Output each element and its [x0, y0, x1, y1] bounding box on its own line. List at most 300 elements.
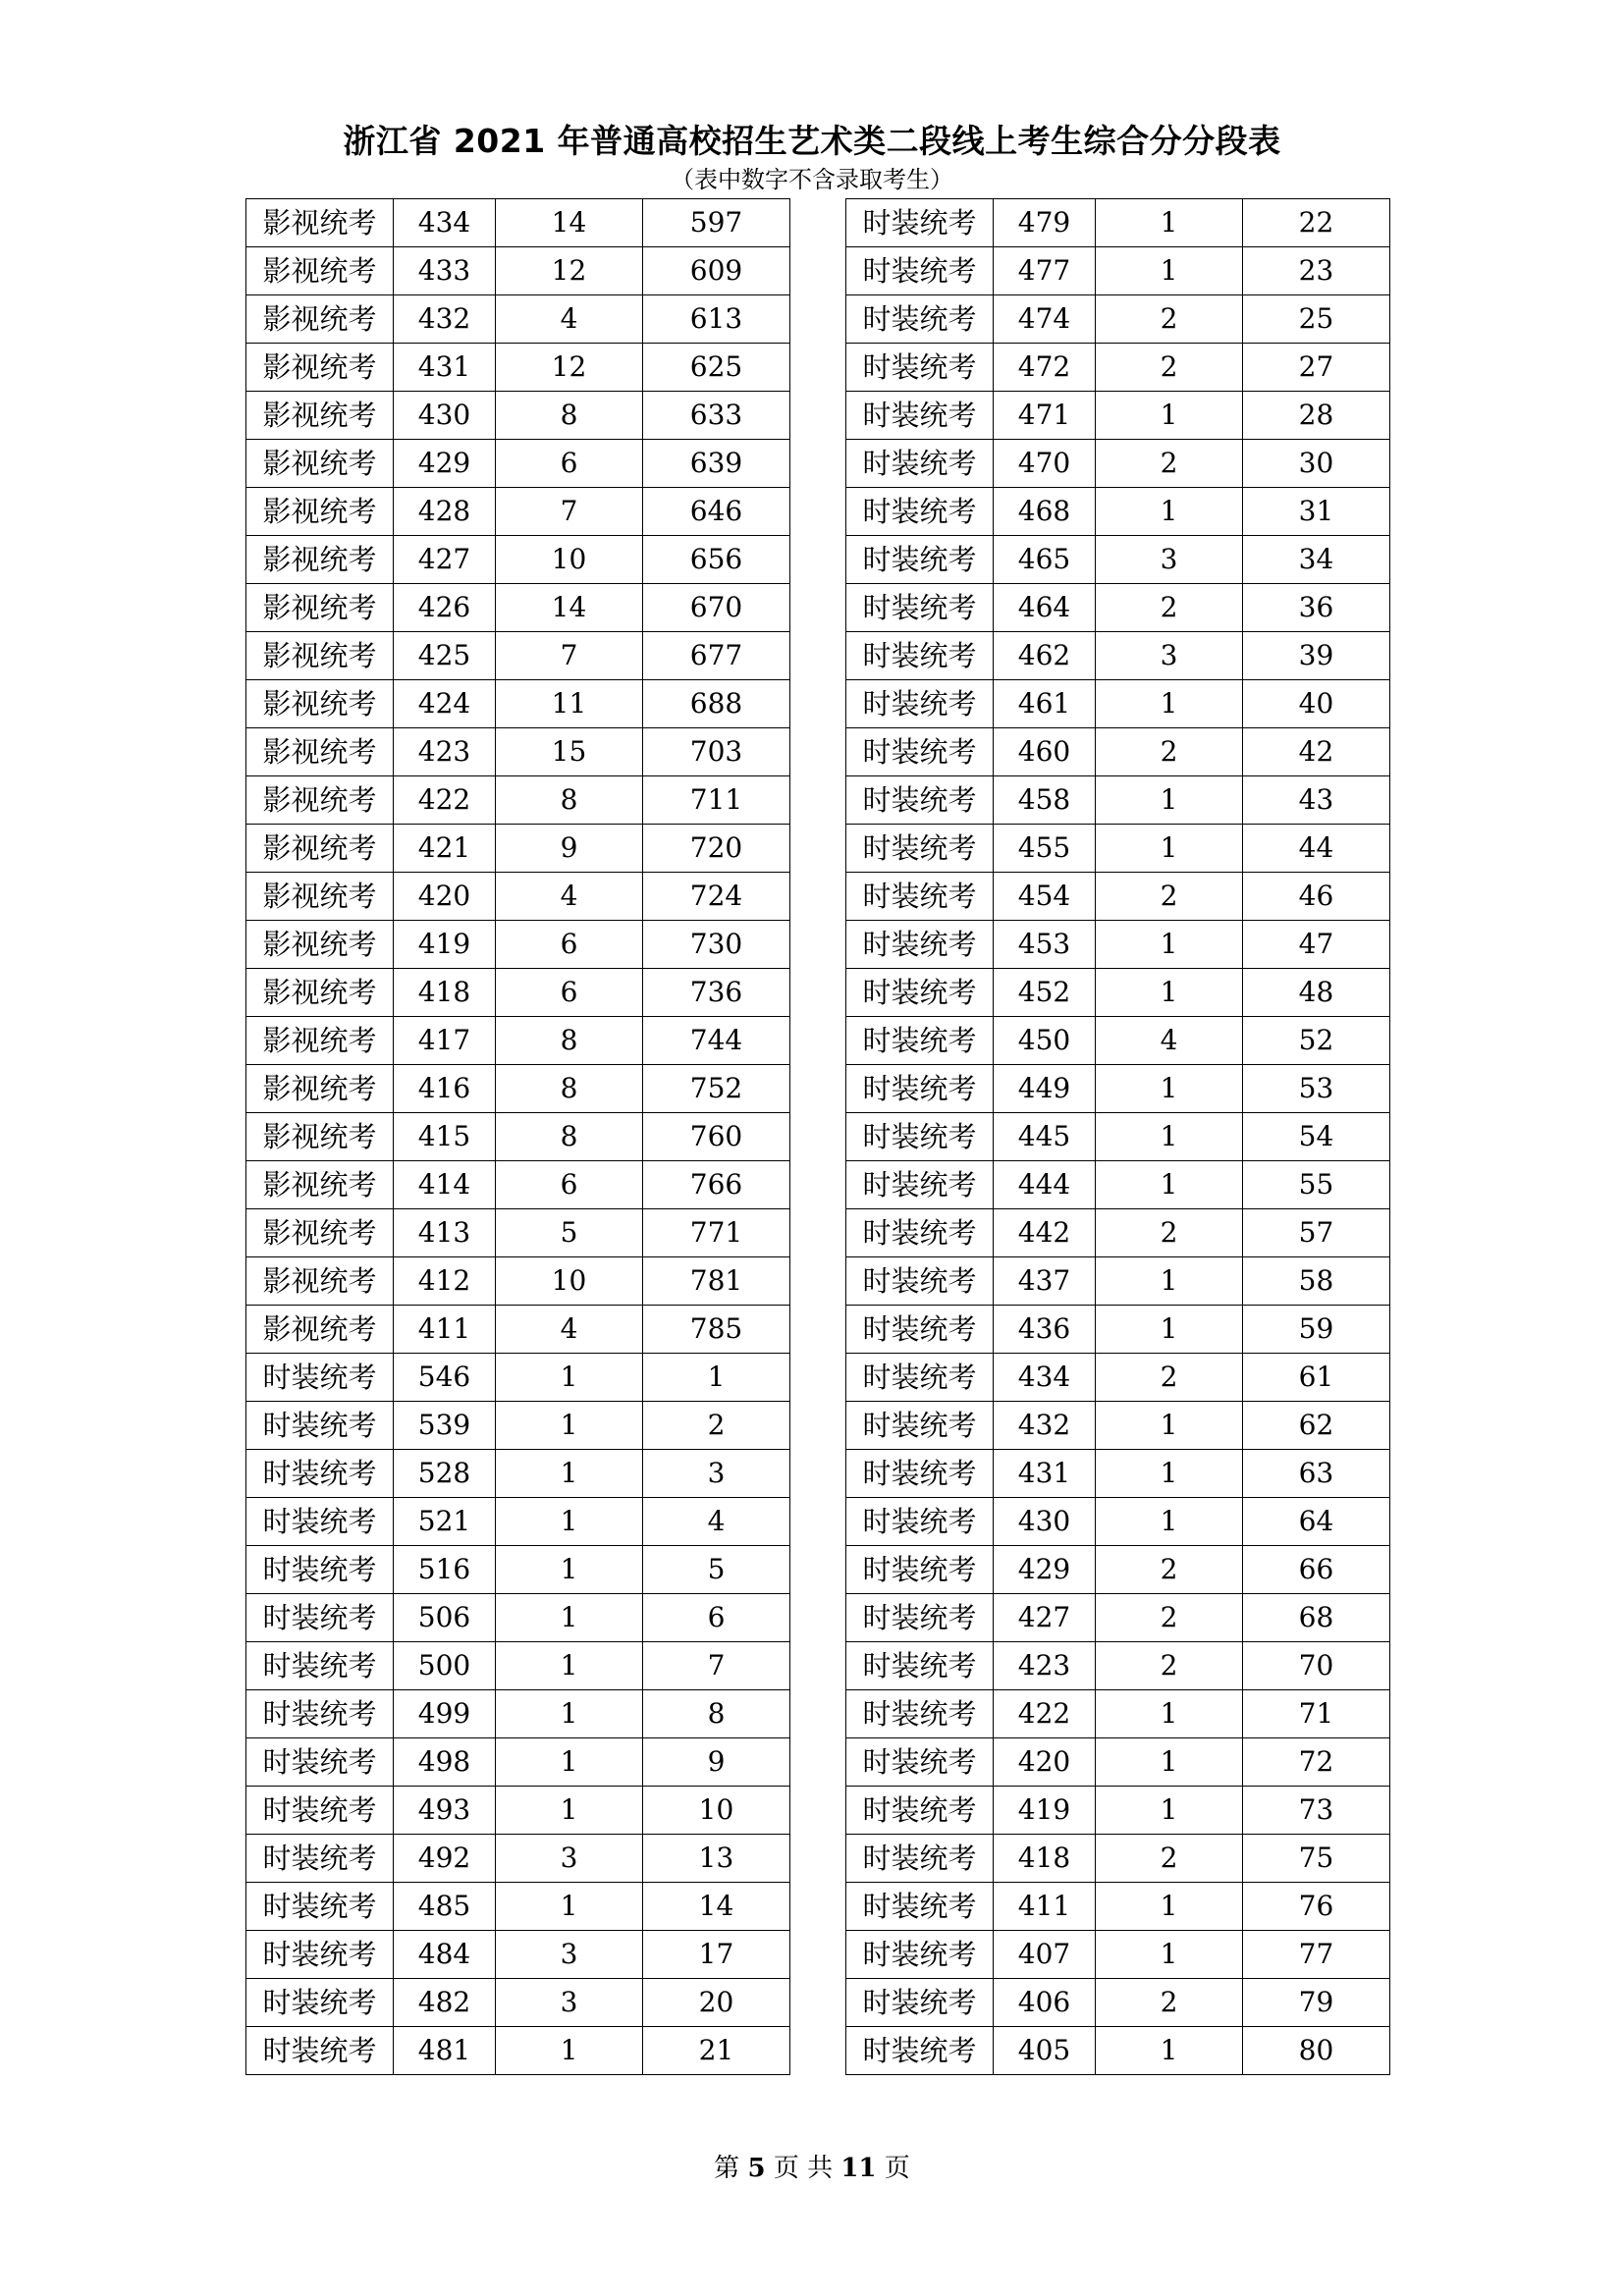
count-cell: 2	[1096, 440, 1243, 488]
cumulative-cell: 79	[1243, 1979, 1390, 2027]
count-cell: 1	[496, 1690, 643, 1738]
category-cell: 时装统考	[846, 488, 994, 536]
table-row	[246, 1161, 790, 1209]
count-cell: 2	[1096, 1979, 1243, 2027]
category-cell: 时装统考	[846, 921, 994, 969]
cumulative-cell: 53	[1243, 1065, 1390, 1113]
category-cell: 影视统考	[246, 584, 394, 632]
score-cell: 422	[394, 776, 496, 825]
category-cell: 时装统考	[846, 1594, 994, 1642]
table-row	[846, 1209, 1390, 1257]
category-cell: 影视统考	[246, 1209, 394, 1257]
count-cell: 3	[496, 1835, 643, 1883]
category-cell: 时装统考	[846, 440, 994, 488]
score-cell: 426	[394, 584, 496, 632]
cumulative-cell: 27	[1243, 344, 1390, 392]
table-row	[246, 1306, 790, 1354]
count-cell: 5	[496, 1209, 643, 1257]
count-cell: 1	[1096, 921, 1243, 969]
cumulative-cell: 20	[643, 1979, 790, 2027]
table-row	[846, 1642, 1390, 1690]
count-cell: 1	[496, 1546, 643, 1594]
table-row	[246, 1931, 790, 1979]
score-cell: 406	[994, 1979, 1096, 2027]
category-cell: 时装统考	[846, 1017, 994, 1065]
table-row	[846, 1979, 1390, 2027]
category-cell: 时装统考	[846, 247, 994, 295]
count-cell: 4	[496, 295, 643, 344]
count-cell: 2	[1096, 295, 1243, 344]
score-cell: 482	[394, 1979, 496, 2027]
category-cell: 时装统考	[246, 1883, 394, 1931]
category-cell: 影视统考	[246, 1065, 394, 1113]
cumulative-cell: 52	[1243, 1017, 1390, 1065]
table-row	[846, 1113, 1390, 1161]
table-row	[846, 680, 1390, 728]
table-row	[846, 1402, 1390, 1450]
cumulative-cell: 59	[1243, 1306, 1390, 1354]
category-cell: 时装统考	[846, 1354, 994, 1402]
table-row	[846, 825, 1390, 873]
score-cell: 431	[994, 1450, 1096, 1498]
score-cell: 422	[994, 1690, 1096, 1738]
category-cell: 时装统考	[246, 1738, 394, 1787]
table-row	[846, 1065, 1390, 1113]
count-cell: 1	[1096, 969, 1243, 1017]
category-cell: 时装统考	[246, 1642, 394, 1690]
score-cell: 434	[394, 199, 496, 247]
score-cell: 432	[994, 1402, 1096, 1450]
count-cell: 1	[496, 1883, 643, 1931]
category-cell: 时装统考	[846, 1738, 994, 1787]
score-cell: 500	[394, 1642, 496, 1690]
cumulative-cell: 639	[643, 440, 790, 488]
cumulative-cell: 736	[643, 969, 790, 1017]
count-cell: 1	[1096, 776, 1243, 825]
cumulative-cell: 34	[1243, 536, 1390, 584]
table-row	[846, 1931, 1390, 1979]
count-cell: 1	[1096, 1690, 1243, 1738]
category-cell: 时装统考	[846, 1306, 994, 1354]
score-cell: 468	[994, 488, 1096, 536]
table-row	[846, 1257, 1390, 1306]
category-cell: 时装统考	[246, 1931, 394, 1979]
count-cell: 1	[496, 1354, 643, 1402]
category-cell: 影视统考	[246, 1306, 394, 1354]
cumulative-cell: 17	[643, 1931, 790, 1979]
score-cell: 407	[994, 1931, 1096, 1979]
cumulative-cell: 31	[1243, 488, 1390, 536]
cumulative-cell: 72	[1243, 1738, 1390, 1787]
category-cell: 影视统考	[246, 969, 394, 1017]
cumulative-cell: 23	[1243, 247, 1390, 295]
score-cell: 423	[994, 1642, 1096, 1690]
count-cell: 3	[496, 1979, 643, 2027]
category-cell: 时装统考	[846, 1642, 994, 1690]
score-table-right	[845, 198, 1390, 2075]
table-row	[846, 2027, 1390, 2075]
count-cell: 10	[496, 1257, 643, 1306]
cumulative-cell: 730	[643, 921, 790, 969]
count-cell: 15	[496, 728, 643, 776]
count-cell: 1	[1096, 1402, 1243, 1450]
category-cell: 时装统考	[846, 1883, 994, 1931]
score-cell: 411	[394, 1306, 496, 1354]
table-row	[246, 1979, 790, 2027]
count-cell: 14	[496, 584, 643, 632]
table-row	[246, 728, 790, 776]
footer-prefix: 第	[714, 2154, 740, 2183]
category-cell: 影视统考	[246, 728, 394, 776]
category-cell: 时装统考	[246, 1594, 394, 1642]
score-cell: 462	[994, 632, 1096, 680]
count-cell: 2	[1096, 344, 1243, 392]
score-table-right-body	[846, 199, 1390, 2075]
table-row	[846, 1738, 1390, 1787]
table-row	[246, 199, 790, 247]
cumulative-cell: 66	[1243, 1546, 1390, 1594]
table-row	[246, 1594, 790, 1642]
count-cell: 3	[1096, 536, 1243, 584]
score-cell: 464	[994, 584, 1096, 632]
table-row	[846, 1498, 1390, 1546]
score-cell: 506	[394, 1594, 496, 1642]
table-row	[246, 392, 790, 440]
score-cell: 444	[994, 1161, 1096, 1209]
cumulative-cell: 9	[643, 1738, 790, 1787]
category-cell: 时装统考	[846, 873, 994, 921]
cumulative-cell: 5	[643, 1546, 790, 1594]
count-cell: 3	[1096, 632, 1243, 680]
count-cell: 1	[1096, 199, 1243, 247]
table-row	[246, 247, 790, 295]
category-cell: 影视统考	[246, 776, 394, 825]
count-cell: 1	[1096, 247, 1243, 295]
category-cell: 时装统考	[846, 1402, 994, 1450]
table-row	[246, 1065, 790, 1113]
category-cell: 时装统考	[846, 632, 994, 680]
score-cell: 461	[994, 680, 1096, 728]
count-cell: 12	[496, 247, 643, 295]
cumulative-cell: 54	[1243, 1113, 1390, 1161]
category-cell: 影视统考	[246, 536, 394, 584]
category-cell: 影视统考	[246, 295, 394, 344]
count-cell: 9	[496, 825, 643, 873]
cumulative-cell: 28	[1243, 392, 1390, 440]
category-cell: 时装统考	[246, 1690, 394, 1738]
score-cell: 427	[994, 1594, 1096, 1642]
cumulative-cell: 68	[1243, 1594, 1390, 1642]
category-cell: 影视统考	[246, 440, 394, 488]
table-row	[846, 584, 1390, 632]
cumulative-cell: 42	[1243, 728, 1390, 776]
cumulative-cell: 8	[643, 1690, 790, 1738]
cumulative-cell: 677	[643, 632, 790, 680]
table-row	[846, 873, 1390, 921]
score-cell: 479	[994, 199, 1096, 247]
footer-suffix: 页	[884, 2154, 910, 2183]
score-cell: 413	[394, 1209, 496, 1257]
count-cell: 1	[1096, 680, 1243, 728]
count-cell: 1	[496, 1498, 643, 1546]
table-row	[246, 1738, 790, 1787]
score-cell: 484	[394, 1931, 496, 1979]
score-cell: 455	[994, 825, 1096, 873]
cumulative-cell: 43	[1243, 776, 1390, 825]
category-cell: 时装统考	[246, 2027, 394, 2075]
table-row	[846, 1594, 1390, 1642]
table-row	[246, 1209, 790, 1257]
table-row	[246, 873, 790, 921]
score-cell: 450	[994, 1017, 1096, 1065]
table-row	[846, 776, 1390, 825]
table-row	[246, 632, 790, 680]
category-cell: 时装统考	[846, 1787, 994, 1835]
count-cell: 2	[1096, 1642, 1243, 1690]
page-footer	[0, 2148, 1624, 2184]
score-cell: 411	[994, 1883, 1096, 1931]
score-cell: 429	[394, 440, 496, 488]
footer-middle: 页 共	[773, 2154, 834, 2183]
category-cell: 影视统考	[246, 199, 394, 247]
table-row	[246, 584, 790, 632]
table-row	[846, 295, 1390, 344]
count-cell: 1	[1096, 1931, 1243, 1979]
category-cell: 影视统考	[246, 1257, 394, 1306]
count-cell: 4	[1096, 1017, 1243, 1065]
table-row	[846, 1787, 1390, 1835]
cumulative-cell: 7	[643, 1642, 790, 1690]
score-cell: 415	[394, 1113, 496, 1161]
count-cell: 1	[496, 1787, 643, 1835]
score-cell: 521	[394, 1498, 496, 1546]
category-cell: 时装统考	[846, 1209, 994, 1257]
category-cell: 时装统考	[846, 2027, 994, 2075]
score-cell: 424	[394, 680, 496, 728]
score-cell: 485	[394, 1883, 496, 1931]
category-cell: 时装统考	[246, 1979, 394, 2027]
category-cell: 时装统考	[246, 1835, 394, 1883]
table-row	[846, 1835, 1390, 1883]
score-cell: 454	[994, 873, 1096, 921]
score-cell: 418	[994, 1835, 1096, 1883]
category-cell: 影视统考	[246, 1161, 394, 1209]
cumulative-cell: 766	[643, 1161, 790, 1209]
count-cell: 4	[496, 1306, 643, 1354]
score-cell: 445	[994, 1113, 1096, 1161]
score-cell: 419	[394, 921, 496, 969]
score-cell: 442	[994, 1209, 1096, 1257]
cumulative-cell: 724	[643, 873, 790, 921]
score-cell: 425	[394, 632, 496, 680]
category-cell: 影视统考	[246, 825, 394, 873]
score-cell: 436	[994, 1306, 1096, 1354]
cumulative-cell: 73	[1243, 1787, 1390, 1835]
count-cell: 6	[496, 440, 643, 488]
table-row	[246, 1690, 790, 1738]
cumulative-cell: 40	[1243, 680, 1390, 728]
cumulative-cell: 1	[643, 1354, 790, 1402]
cumulative-cell: 646	[643, 488, 790, 536]
count-cell: 1	[1096, 1738, 1243, 1787]
cumulative-cell: 760	[643, 1113, 790, 1161]
cumulative-cell: 39	[1243, 632, 1390, 680]
score-cell: 453	[994, 921, 1096, 969]
cumulative-cell: 6	[643, 1594, 790, 1642]
cumulative-cell: 64	[1243, 1498, 1390, 1546]
cumulative-cell: 55	[1243, 1161, 1390, 1209]
count-cell: 6	[496, 921, 643, 969]
count-cell: 6	[496, 1161, 643, 1209]
count-cell: 11	[496, 680, 643, 728]
cumulative-cell: 47	[1243, 921, 1390, 969]
cumulative-cell: 57	[1243, 1209, 1390, 1257]
cumulative-cell: 2	[643, 1402, 790, 1450]
table-row	[846, 1161, 1390, 1209]
cumulative-cell: 785	[643, 1306, 790, 1354]
count-cell: 2	[1096, 584, 1243, 632]
footer-current-page: 5	[747, 2154, 766, 2183]
category-cell: 影视统考	[246, 680, 394, 728]
cumulative-cell: 613	[643, 295, 790, 344]
cumulative-cell: 61	[1243, 1354, 1390, 1402]
count-cell: 1	[1096, 392, 1243, 440]
table-row	[246, 536, 790, 584]
table-row	[246, 2027, 790, 2075]
count-cell: 1	[496, 1402, 643, 1450]
cumulative-cell: 720	[643, 825, 790, 873]
table-row	[246, 1402, 790, 1450]
cumulative-cell: 752	[643, 1065, 790, 1113]
category-cell: 时装统考	[846, 344, 994, 392]
score-cell: 539	[394, 1402, 496, 1450]
category-cell: 影视统考	[246, 392, 394, 440]
table-row	[246, 440, 790, 488]
count-cell: 1	[1096, 1065, 1243, 1113]
category-cell: 时装统考	[846, 1161, 994, 1209]
score-cell: 493	[394, 1787, 496, 1835]
score-cell: 528	[394, 1450, 496, 1498]
cumulative-cell: 80	[1243, 2027, 1390, 2075]
score-cell: 427	[394, 536, 496, 584]
category-cell: 影视统考	[246, 632, 394, 680]
category-cell: 时装统考	[846, 1065, 994, 1113]
category-cell: 时装统考	[246, 1787, 394, 1835]
category-cell: 时装统考	[846, 1979, 994, 2027]
score-cell: 433	[394, 247, 496, 295]
table-row	[246, 1257, 790, 1306]
cumulative-cell: 3	[643, 1450, 790, 1498]
score-cell: 492	[394, 1835, 496, 1883]
score-cell: 452	[994, 969, 1096, 1017]
score-cell: 414	[394, 1161, 496, 1209]
count-cell: 1	[496, 1738, 643, 1787]
cumulative-cell: 63	[1243, 1450, 1390, 1498]
score-cell: 470	[994, 440, 1096, 488]
cumulative-cell: 46	[1243, 873, 1390, 921]
cumulative-cell: 13	[643, 1835, 790, 1883]
count-cell: 1	[1096, 1883, 1243, 1931]
score-cell: 458	[994, 776, 1096, 825]
score-cell: 423	[394, 728, 496, 776]
cumulative-cell: 14	[643, 1883, 790, 1931]
score-cell: 419	[994, 1787, 1096, 1835]
score-cell: 465	[994, 536, 1096, 584]
score-cell: 430	[994, 1498, 1096, 1546]
score-table-left-body	[246, 199, 790, 2075]
count-cell: 1	[1096, 488, 1243, 536]
cumulative-cell: 670	[643, 584, 790, 632]
count-cell: 1	[1096, 1450, 1243, 1498]
count-cell: 1	[1096, 1257, 1243, 1306]
table-row	[246, 1883, 790, 1931]
count-cell: 2	[1096, 1546, 1243, 1594]
cumulative-cell: 70	[1243, 1642, 1390, 1690]
score-cell: 474	[994, 295, 1096, 344]
score-cell: 420	[394, 873, 496, 921]
table-row	[846, 1354, 1390, 1402]
count-cell: 1	[1096, 1161, 1243, 1209]
score-cell: 432	[394, 295, 496, 344]
category-cell: 时装统考	[846, 969, 994, 1017]
score-cell: 418	[394, 969, 496, 1017]
cumulative-cell: 625	[643, 344, 790, 392]
table-row	[846, 1883, 1390, 1931]
cumulative-cell: 744	[643, 1017, 790, 1065]
cumulative-cell: 44	[1243, 825, 1390, 873]
score-cell: 460	[994, 728, 1096, 776]
table-row	[246, 1017, 790, 1065]
score-cell: 429	[994, 1546, 1096, 1594]
table-row	[846, 1690, 1390, 1738]
score-cell: 421	[394, 825, 496, 873]
table-row	[246, 1113, 790, 1161]
table-row	[246, 1354, 790, 1402]
score-cell: 437	[994, 1257, 1096, 1306]
table-row	[846, 1546, 1390, 1594]
category-cell: 影视统考	[246, 921, 394, 969]
category-cell: 时装统考	[246, 1354, 394, 1402]
score-cell: 481	[394, 2027, 496, 2075]
score-cell: 434	[994, 1354, 1096, 1402]
cumulative-cell: 62	[1243, 1402, 1390, 1450]
category-cell: 时装统考	[846, 825, 994, 873]
category-cell: 时装统考	[846, 728, 994, 776]
table-row	[246, 344, 790, 392]
cumulative-cell: 25	[1243, 295, 1390, 344]
category-cell: 时装统考	[846, 1498, 994, 1546]
count-cell: 8	[496, 1065, 643, 1113]
category-cell: 时装统考	[846, 1257, 994, 1306]
table-row	[246, 680, 790, 728]
count-cell: 4	[496, 873, 643, 921]
category-cell: 时装统考	[846, 776, 994, 825]
table-row	[846, 1306, 1390, 1354]
table-row	[246, 776, 790, 825]
cumulative-cell: 633	[643, 392, 790, 440]
footer-total-pages: 11	[840, 2154, 877, 2183]
category-cell: 时装统考	[846, 1546, 994, 1594]
table-row	[246, 1498, 790, 1546]
cumulative-cell: 58	[1243, 1257, 1390, 1306]
cumulative-cell: 77	[1243, 1931, 1390, 1979]
score-cell: 420	[994, 1738, 1096, 1787]
category-cell: 影视统考	[246, 344, 394, 392]
page-subtitle: （表中数字不含录取考生）	[671, 166, 953, 193]
table-row	[846, 440, 1390, 488]
table-row	[846, 728, 1390, 776]
cumulative-cell: 597	[643, 199, 790, 247]
